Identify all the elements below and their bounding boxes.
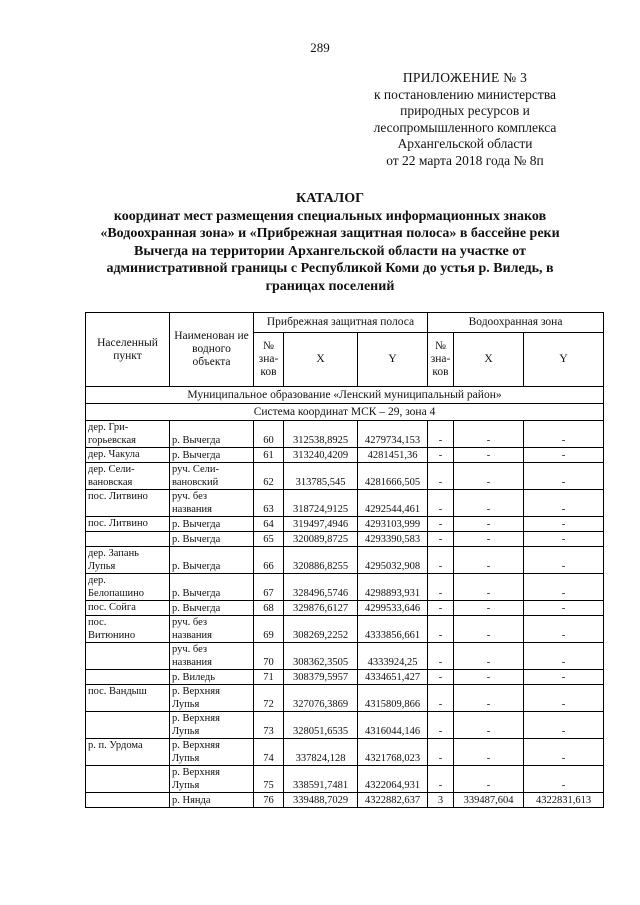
cell-sign-no-2: - xyxy=(428,517,454,532)
cell-water-object: р. Верхняя Лупья xyxy=(170,712,254,739)
cell-x: 308379,5957 xyxy=(284,670,358,685)
cell-water-object: р. Вычегда xyxy=(170,574,254,601)
section-coordinate-system: Система координат МСК – 29, зона 4 xyxy=(86,404,604,421)
cell-settlement xyxy=(86,670,170,685)
cell-sign-no: 75 xyxy=(254,766,284,793)
cell-water-object: р. Верхняя Лупья xyxy=(170,685,254,712)
cell-settlement: дер. Чакула xyxy=(86,448,170,463)
cell-y-2: - xyxy=(524,766,604,793)
cell-sign-no: 62 xyxy=(254,463,284,490)
cell-settlement: дер. Сели- вановская xyxy=(86,463,170,490)
appendix-block xyxy=(340,70,590,169)
cell-sign-no: 63 xyxy=(254,490,284,517)
cell-y: 4295032,908 xyxy=(358,547,428,574)
cell-y: 4321768,023 xyxy=(358,739,428,766)
cell-settlement xyxy=(86,643,170,670)
table-row xyxy=(86,685,604,712)
cell-y: 4333856,661 xyxy=(358,616,428,643)
cell-x-2: - xyxy=(454,670,524,685)
cell-y-2: - xyxy=(524,421,604,448)
cell-settlement: дер. Гри- горьевская xyxy=(86,421,170,448)
cell-x: 338591,7481 xyxy=(284,766,358,793)
header-y-2: Y xyxy=(524,333,604,387)
cell-y: 4293390,583 xyxy=(358,532,428,547)
table-row xyxy=(86,601,604,616)
cell-y: 4316044,146 xyxy=(358,712,428,739)
cell-water-object: р. Виледь xyxy=(170,670,254,685)
cell-water-object: руч. без названия xyxy=(170,490,254,517)
cell-water-object: р. Верхняя Лупья xyxy=(170,766,254,793)
header-settlement: Населенный пункт xyxy=(86,313,170,387)
cell-x: 308269,2252 xyxy=(284,616,358,643)
cell-sign-no-2: - xyxy=(428,547,454,574)
cell-sign-no: 73 xyxy=(254,712,284,739)
appendix-line: Архангельской области xyxy=(397,136,533,151)
cell-settlement xyxy=(86,532,170,547)
cell-water-object: р. Нянда xyxy=(170,793,254,808)
cell-x: 318724,9125 xyxy=(284,490,358,517)
cell-sign-no: 60 xyxy=(254,421,284,448)
cell-sign-no: 72 xyxy=(254,685,284,712)
cell-x-2: - xyxy=(454,448,524,463)
table-row xyxy=(86,670,604,685)
cell-y-2: - xyxy=(524,643,604,670)
cell-water-object: р. Вычегда xyxy=(170,532,254,547)
table-row xyxy=(86,643,604,670)
cell-y: 4334651,427 xyxy=(358,670,428,685)
cell-sign-no-2: - xyxy=(428,601,454,616)
cell-x: 319497,4946 xyxy=(284,517,358,532)
appendix-line: лесопромышленного комплекса xyxy=(373,119,557,135)
cell-y: 4279734,153 xyxy=(358,421,428,448)
cell-x-2: - xyxy=(454,712,524,739)
cell-settlement xyxy=(86,766,170,793)
table-row xyxy=(86,532,604,547)
cell-settlement: пос. Сойга xyxy=(86,601,170,616)
cell-sign-no-2: - xyxy=(428,685,454,712)
cell-x: 327076,3869 xyxy=(284,685,358,712)
cell-x-2: - xyxy=(454,766,524,793)
cell-x-2: - xyxy=(454,547,524,574)
cell-y-2: - xyxy=(524,547,604,574)
cell-water-object: р. Верхняя Лупья xyxy=(170,739,254,766)
cell-sign-no: 67 xyxy=(254,574,284,601)
table-row xyxy=(86,793,604,808)
cell-sign-no: 71 xyxy=(254,670,284,685)
cell-settlement: дер. Белопашино xyxy=(86,574,170,601)
cell-y-2: - xyxy=(524,601,604,616)
cell-x: 328051,6535 xyxy=(284,712,358,739)
cell-y: 4322882,637 xyxy=(358,793,428,808)
cell-settlement: пос. Литвино xyxy=(86,490,170,517)
cell-y: 4298893,931 xyxy=(358,574,428,601)
cell-y: 4281451,36 xyxy=(358,448,428,463)
cell-y-2: - xyxy=(524,490,604,517)
appendix-line: природных ресурсов и xyxy=(400,103,530,118)
cell-y: 4292544,461 xyxy=(358,490,428,517)
cell-y: 4333924,25 xyxy=(358,643,428,670)
cell-water-object: руч. без названия xyxy=(170,616,254,643)
cell-x: 320089,8725 xyxy=(284,532,358,547)
cell-sign-no: 64 xyxy=(254,517,284,532)
table-row xyxy=(86,766,604,793)
catalog-heading xyxy=(80,190,580,295)
table-row xyxy=(86,712,604,739)
cell-sign-no-2: - xyxy=(428,670,454,685)
cell-sign-no-2: - xyxy=(428,490,454,517)
cell-water-object: р. Вычегда xyxy=(170,421,254,448)
cell-y-2: - xyxy=(524,685,604,712)
cell-x: 313785,545 xyxy=(284,463,358,490)
cell-sign-no: 70 xyxy=(254,643,284,670)
cell-sign-no-2: - xyxy=(428,616,454,643)
cell-sign-no-2: - xyxy=(428,463,454,490)
cell-sign-no: 76 xyxy=(254,793,284,808)
cell-x-2: - xyxy=(454,601,524,616)
cell-sign-no-2: - xyxy=(428,643,454,670)
cell-water-object: руч. Сели- вановский xyxy=(170,463,254,490)
cell-water-object: р. Вычегда xyxy=(170,517,254,532)
cell-settlement: пос. Литвино xyxy=(86,517,170,532)
cell-x-2: 339487,604 xyxy=(454,793,524,808)
catalog-line: «Водоохранная зона» и «Прибрежная защитная полоса» в бассейне реки xyxy=(100,226,560,241)
cell-sign-no: 68 xyxy=(254,601,284,616)
cell-sign-no: 61 xyxy=(254,448,284,463)
cell-sign-no-2: - xyxy=(428,532,454,547)
header-coastal-strip: Прибрежная защитная полоса xyxy=(254,313,428,333)
cell-y-2: - xyxy=(524,739,604,766)
cell-sign-no-2: - xyxy=(428,766,454,793)
catalog-line: границах поселений xyxy=(265,278,395,294)
cell-sign-no: 74 xyxy=(254,739,284,766)
header-sign-no-2: № зна- ков xyxy=(428,333,454,387)
header-y: Y xyxy=(358,333,428,387)
catalog-line: Вычегда на территории Архангельской области на участке от xyxy=(134,243,526,259)
header-x-2: X xyxy=(454,333,524,387)
cell-water-object: р. Вычегда xyxy=(170,448,254,463)
cell-water-object: р. Вычегда xyxy=(170,547,254,574)
table-row xyxy=(86,421,604,448)
cell-y-2: - xyxy=(524,574,604,601)
table-row xyxy=(86,739,604,766)
cell-y-2: - xyxy=(524,448,604,463)
cell-settlement xyxy=(86,793,170,808)
cell-settlement: р. п. Урдома xyxy=(86,739,170,766)
table-row xyxy=(86,463,604,490)
cell-x-2: - xyxy=(454,532,524,547)
cell-x: 312538,8925 xyxy=(284,421,358,448)
cell-x: 329876,6127 xyxy=(284,601,358,616)
table-row xyxy=(86,490,604,517)
cell-y-2: 4322831,613 xyxy=(524,793,604,808)
cell-y: 4293103,999 xyxy=(358,517,428,532)
cell-sign-no: 66 xyxy=(254,547,284,574)
cell-x: 339488,7029 xyxy=(284,793,358,808)
cell-water-object: руч. без названия xyxy=(170,643,254,670)
cell-x-2: - xyxy=(454,463,524,490)
cell-x-2: - xyxy=(454,517,524,532)
section-municipality: Муниципальное образование «Ленский муниципальный район» xyxy=(86,387,604,404)
cell-x-2: - xyxy=(454,574,524,601)
cell-y: 4322064,931 xyxy=(358,766,428,793)
cell-x: 320886,8255 xyxy=(284,547,358,574)
cell-sign-no-2: 3 xyxy=(428,793,454,808)
header-sign-no: № зна- ков xyxy=(254,333,284,387)
cell-x-2: - xyxy=(454,643,524,670)
cell-y-2: - xyxy=(524,670,604,685)
coordinates-table xyxy=(85,312,604,808)
table-row xyxy=(86,616,604,643)
cell-x: 337824,128 xyxy=(284,739,358,766)
cell-y: 4281666,505 xyxy=(358,463,428,490)
page-number: 289 xyxy=(310,40,330,55)
appendix-line: к постановлению министерства xyxy=(373,86,557,102)
cell-sign-no-2: - xyxy=(428,421,454,448)
header-x: X xyxy=(284,333,358,387)
cell-sign-no: 65 xyxy=(254,532,284,547)
table-row xyxy=(86,448,604,463)
table-row xyxy=(86,517,604,532)
cell-settlement: дер. Запань Лупья xyxy=(86,547,170,574)
cell-x: 313240,4209 xyxy=(284,448,358,463)
cell-y-2: - xyxy=(524,712,604,739)
cell-x-2: - xyxy=(454,685,524,712)
cell-y-2: - xyxy=(524,616,604,643)
header-water-object: Наименован ие водного объекта xyxy=(170,313,254,387)
appendix-title: ПРИЛОЖЕНИЕ № 3 xyxy=(402,70,528,85)
cell-y: 4299533,646 xyxy=(358,601,428,616)
catalog-title: КАТАЛОГ xyxy=(295,191,364,206)
cell-settlement: пос. Витюнино xyxy=(86,616,170,643)
catalog-line: административной границы с Республикой Коми до устья р. Виледь, в xyxy=(106,261,554,276)
cell-sign-no: 69 xyxy=(254,616,284,643)
cell-sign-no-2: - xyxy=(428,712,454,739)
cell-x-2: - xyxy=(454,421,524,448)
appendix-line: от 22 марта 2018 года № 8п xyxy=(386,152,544,168)
cell-x-2: - xyxy=(454,490,524,517)
table-row xyxy=(86,547,604,574)
cell-settlement: пос. Вандыш xyxy=(86,685,170,712)
cell-x: 328496,5746 xyxy=(284,574,358,601)
cell-water-object: р. Вычегда xyxy=(170,601,254,616)
cell-sign-no-2: - xyxy=(428,739,454,766)
cell-y-2: - xyxy=(524,532,604,547)
cell-y-2: - xyxy=(524,463,604,490)
catalog-line: координат мест размещения специальных информационных знаков xyxy=(113,208,547,224)
cell-y-2: - xyxy=(524,517,604,532)
table-row xyxy=(86,574,604,601)
cell-x-2: - xyxy=(454,616,524,643)
cell-x-2: - xyxy=(454,739,524,766)
cell-y: 4315809,866 xyxy=(358,685,428,712)
cell-x: 308362,3505 xyxy=(284,643,358,670)
cell-settlement xyxy=(86,712,170,739)
cell-sign-no-2: - xyxy=(428,574,454,601)
cell-sign-no-2: - xyxy=(428,448,454,463)
header-water-zone: Водоохранная зона xyxy=(428,313,604,333)
